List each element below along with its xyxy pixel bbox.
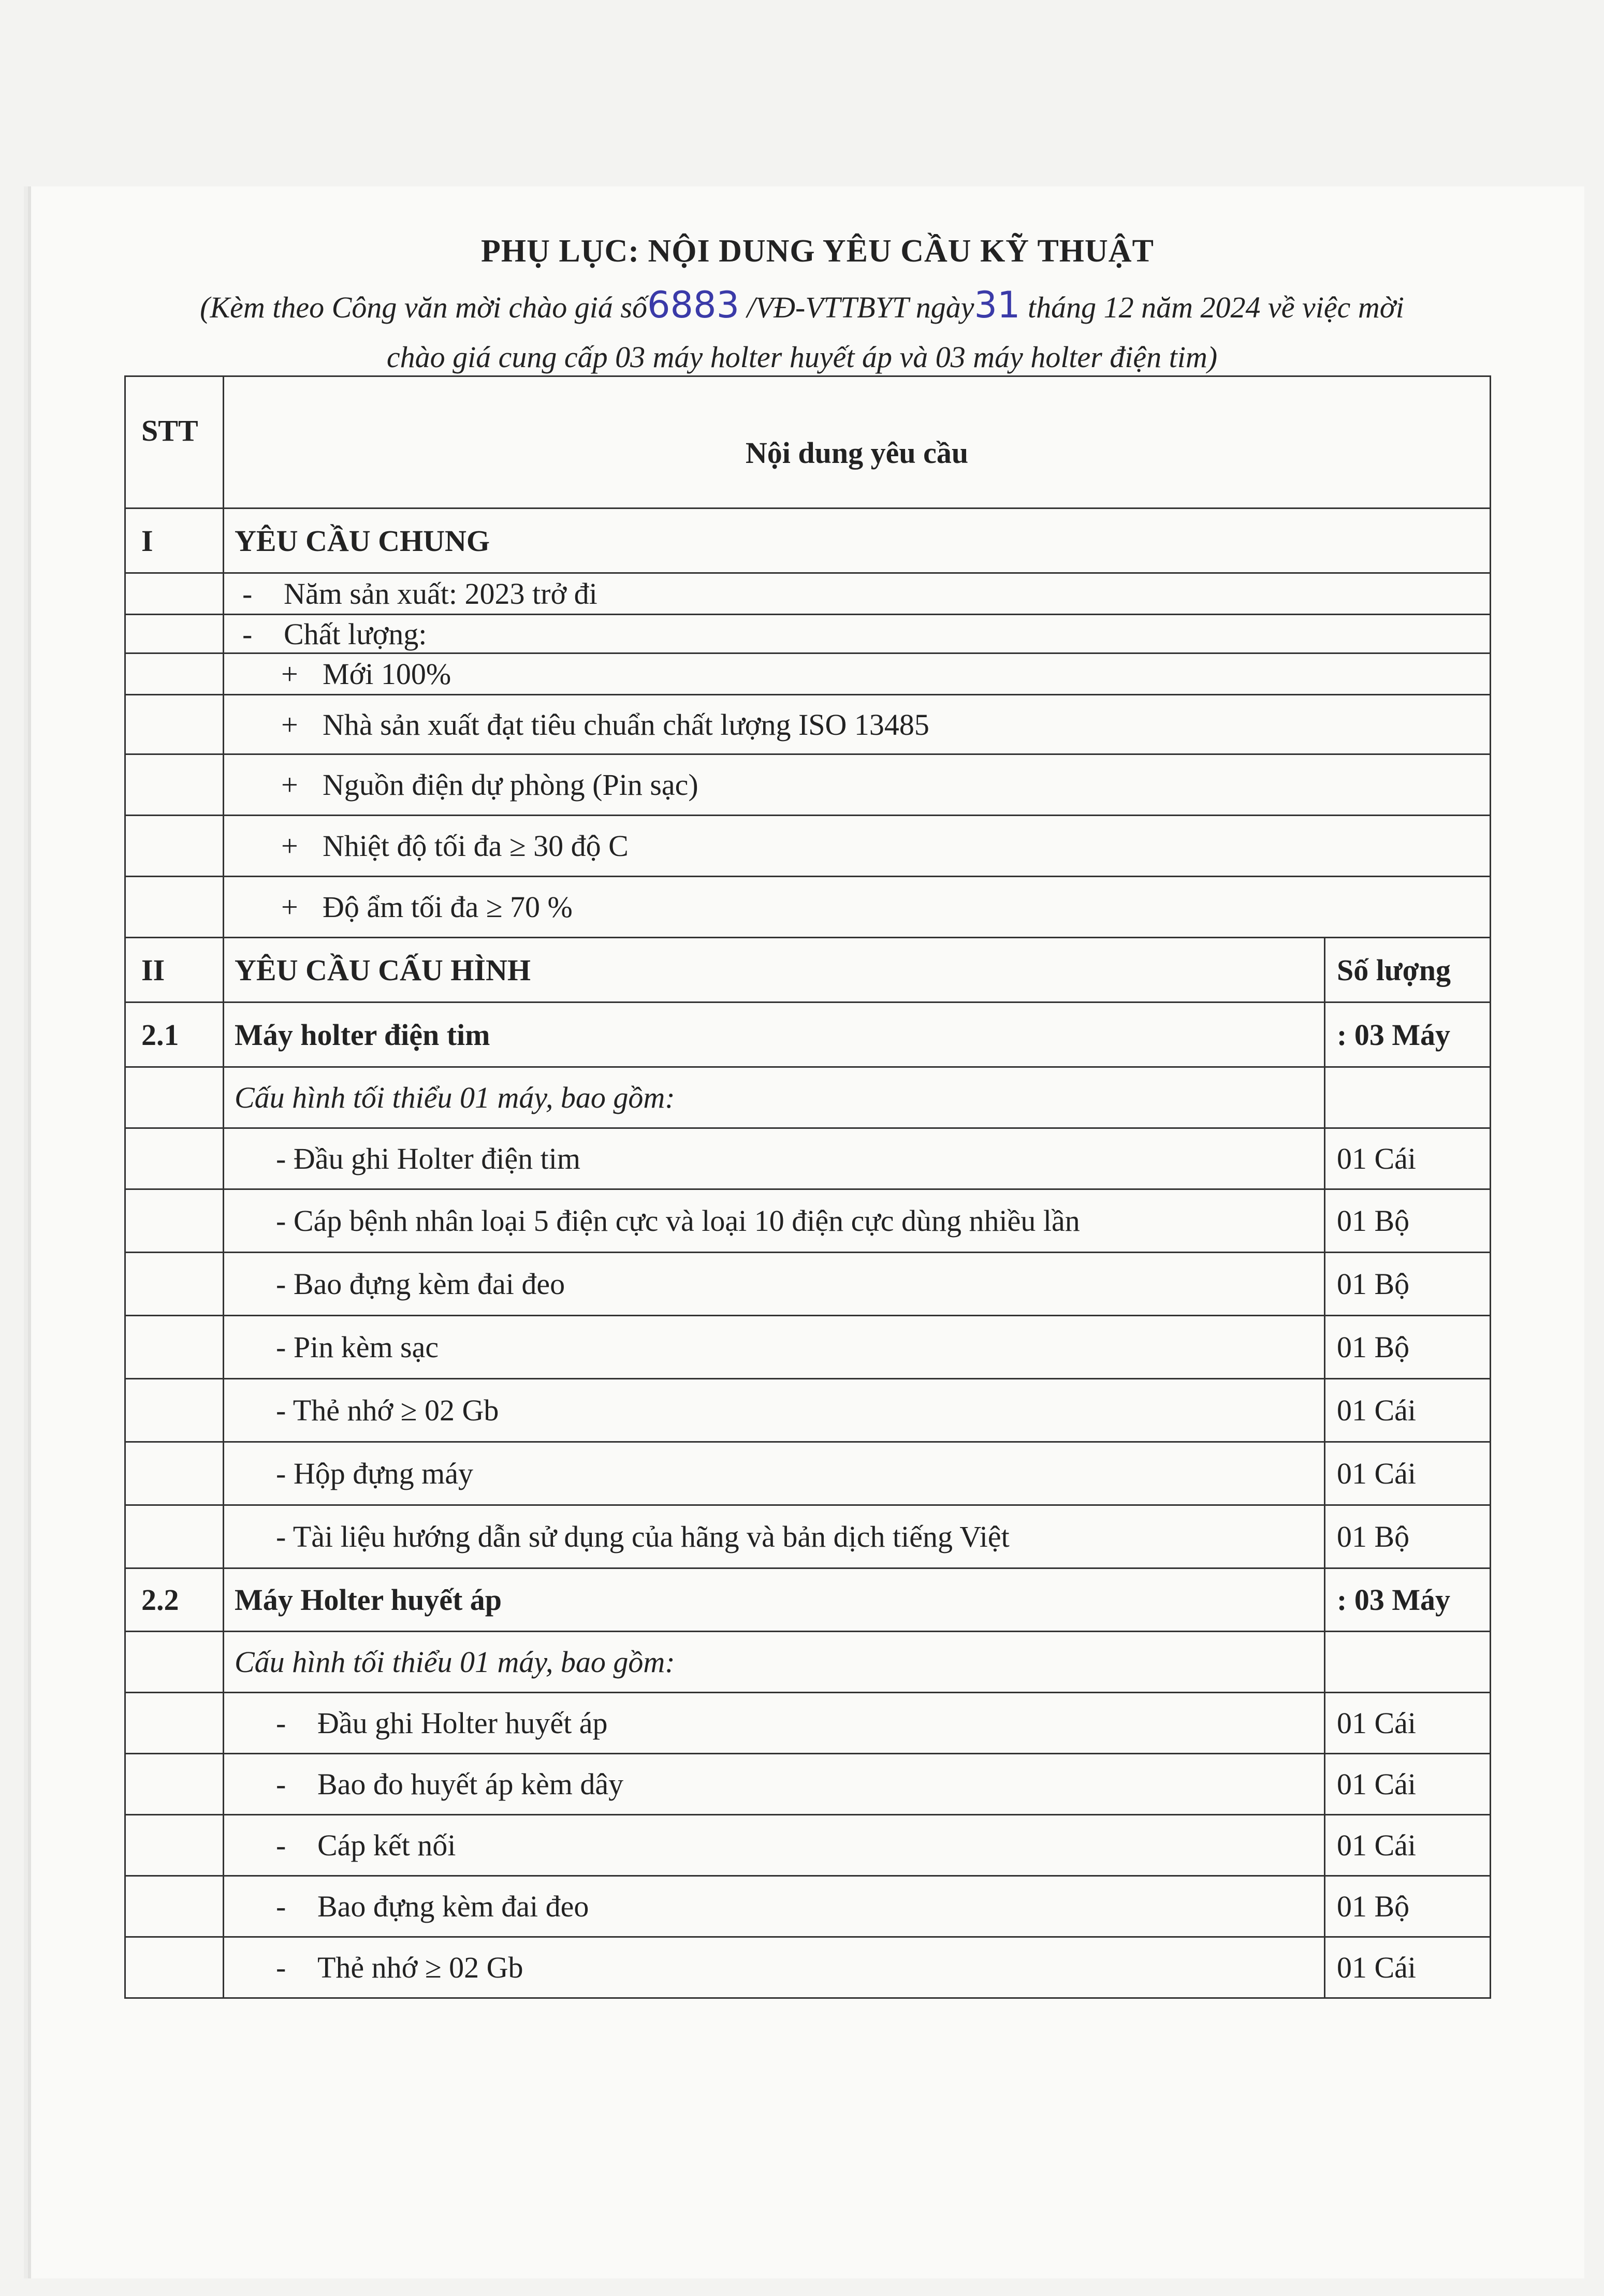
section-title: YÊU CẦU CHUNG bbox=[224, 508, 1491, 573]
empty-stt-cell bbox=[125, 1442, 224, 1505]
empty-stt-cell bbox=[125, 1253, 224, 1316]
requirement-text: Độ ẩm tối đa ≥ 70 % bbox=[323, 890, 573, 924]
table-row bbox=[125, 1815, 1491, 1876]
list-marker: - bbox=[276, 1330, 286, 1364]
item-row bbox=[125, 1002, 1491, 1067]
item-name: Máy holter điện tim bbox=[224, 1002, 1325, 1067]
list-marker: - bbox=[276, 1267, 286, 1301]
list-marker: - bbox=[276, 1890, 286, 1923]
part-cell bbox=[224, 1442, 1325, 1505]
part-quantity: 01 Cái bbox=[1325, 1937, 1491, 1998]
empty-stt-cell bbox=[125, 816, 224, 877]
table-row bbox=[125, 816, 1491, 877]
requirement-cell bbox=[224, 653, 1491, 695]
handwritten-day: 31 bbox=[974, 284, 1020, 326]
table-row bbox=[125, 877, 1491, 938]
subtitle-part-a: (Kèm theo Công văn mời chào giá số bbox=[200, 290, 647, 324]
part-quantity: 01 Cái bbox=[1325, 1442, 1491, 1505]
list-marker: - bbox=[276, 1457, 286, 1490]
header-stt: STT bbox=[125, 376, 224, 508]
item-row bbox=[125, 1568, 1491, 1632]
empty-stt-cell bbox=[125, 695, 224, 754]
part-text: Đầu ghi Holter huyết áp bbox=[317, 1706, 608, 1740]
table-row bbox=[125, 754, 1491, 816]
table-row bbox=[125, 653, 1491, 695]
section-number: I bbox=[125, 508, 224, 573]
config-note: Cấu hình tối thiểu 01 máy, bao gồm: bbox=[224, 1632, 1325, 1693]
config-note-row bbox=[125, 1632, 1491, 1693]
table-row bbox=[125, 1253, 1491, 1316]
section-number: II bbox=[125, 938, 224, 1002]
empty-stt-cell bbox=[125, 615, 224, 653]
part-text: Hộp đựng máy bbox=[293, 1457, 474, 1490]
part-quantity: 01 Bộ bbox=[1325, 1189, 1491, 1253]
empty-stt-cell bbox=[125, 1937, 224, 1998]
part-quantity: 01 Bộ bbox=[1325, 1876, 1491, 1937]
section-title: YÊU CẦU CẤU HÌNH bbox=[224, 938, 1325, 1002]
list-marker: - bbox=[276, 1828, 286, 1862]
part-quantity: 01 Cái bbox=[1325, 1815, 1491, 1876]
document-subtitle bbox=[0, 280, 1604, 382]
document-title: PHỤ LỤC: NỘI DUNG YÊU CẦU KỸ THUẬT bbox=[481, 234, 1154, 269]
part-cell bbox=[224, 1754, 1325, 1815]
list-marker: - bbox=[276, 1393, 286, 1427]
part-quantity: 01 Bộ bbox=[1325, 1505, 1491, 1568]
list-marker: + bbox=[281, 890, 298, 924]
requirement-cell bbox=[224, 695, 1491, 754]
empty-qty-cell bbox=[1325, 1067, 1491, 1128]
empty-stt-cell bbox=[125, 1754, 224, 1815]
part-cell bbox=[224, 1693, 1325, 1754]
requirement-text: Nhiệt độ tối đa ≥ 30 độ C bbox=[323, 829, 629, 863]
requirement-text: Năm sản xuất: 2023 trở đi bbox=[284, 577, 597, 611]
requirement-cell bbox=[224, 573, 1491, 615]
part-text: Cáp kết nối bbox=[317, 1828, 456, 1862]
table-row bbox=[125, 695, 1491, 754]
empty-stt-cell bbox=[125, 877, 224, 938]
handwritten-doc-number: 6883 bbox=[647, 284, 740, 326]
part-cell bbox=[224, 1189, 1325, 1253]
table-row bbox=[125, 1189, 1491, 1253]
part-quantity: 01 Cái bbox=[1325, 1128, 1491, 1189]
list-marker: + bbox=[281, 768, 298, 802]
table-row bbox=[125, 1442, 1491, 1505]
list-marker: + bbox=[281, 657, 298, 691]
list-marker: - bbox=[276, 1951, 286, 1984]
item-quantity: : 03 Máy bbox=[1325, 1002, 1491, 1067]
document-header bbox=[0, 233, 1604, 382]
list-marker: - bbox=[276, 1142, 286, 1175]
empty-stt-cell bbox=[125, 754, 224, 816]
list-marker: - bbox=[276, 1204, 286, 1238]
table-row bbox=[125, 1505, 1491, 1568]
requirement-cell bbox=[224, 816, 1491, 877]
part-text: Pin kèm sạc bbox=[293, 1330, 439, 1364]
empty-stt-cell bbox=[125, 1815, 224, 1876]
table-row bbox=[125, 1693, 1491, 1754]
header-content: Nội dung yêu cầu bbox=[224, 376, 1491, 508]
subtitle-line-2: chào giá cung cấp 03 máy holter huyết áp và 03 máy holter điện tim) bbox=[386, 340, 1218, 374]
part-cell bbox=[224, 1316, 1325, 1379]
quantity-header: Số lượng bbox=[1325, 938, 1491, 1002]
empty-stt-cell bbox=[125, 1693, 224, 1754]
list-marker: - bbox=[276, 1520, 286, 1553]
list-marker: + bbox=[281, 829, 298, 863]
table-row bbox=[125, 615, 1491, 653]
item-number: 2.1 bbox=[125, 1002, 224, 1067]
config-note: Cấu hình tối thiểu 01 máy, bao gồm: bbox=[224, 1067, 1325, 1128]
empty-stt-cell bbox=[125, 653, 224, 695]
requirement-cell bbox=[224, 754, 1491, 816]
part-cell bbox=[224, 1379, 1325, 1442]
empty-stt-cell bbox=[125, 1128, 224, 1189]
config-note-row bbox=[125, 1067, 1491, 1128]
requirement-text: Chất lượng: bbox=[284, 617, 427, 651]
empty-stt-cell bbox=[125, 573, 224, 615]
requirement-text: Nguồn điện dự phòng (Pin sạc) bbox=[323, 768, 698, 802]
subtitle-part-c: tháng 12 năm 2024 về việc mời bbox=[1020, 290, 1404, 324]
empty-stt-cell bbox=[125, 1189, 224, 1253]
part-text: Bao đựng kèm đai đeo bbox=[317, 1890, 589, 1923]
empty-qty-cell bbox=[1325, 1632, 1491, 1693]
part-cell bbox=[224, 1937, 1325, 1998]
list-marker: - bbox=[242, 577, 253, 611]
empty-stt-cell bbox=[125, 1379, 224, 1442]
table-row bbox=[125, 1379, 1491, 1442]
subtitle-part-b: /VĐ-VTTBYT ngày bbox=[739, 290, 974, 324]
empty-stt-cell bbox=[125, 1505, 224, 1568]
part-cell bbox=[224, 1505, 1325, 1568]
table-row bbox=[125, 1128, 1491, 1189]
list-marker: - bbox=[276, 1706, 286, 1740]
table-row bbox=[125, 1316, 1491, 1379]
part-text: Thẻ nhớ ≥ 02 Gb bbox=[317, 1951, 523, 1984]
requirement-text: Nhà sản xuất đạt tiêu chuẩn chất lượng ISO 13485 bbox=[323, 707, 929, 742]
item-quantity: : 03 Máy bbox=[1325, 1568, 1491, 1632]
table-row bbox=[125, 1876, 1491, 1937]
part-quantity: 01 Cái bbox=[1325, 1379, 1491, 1442]
part-cell bbox=[224, 1253, 1325, 1316]
part-quantity: 01 Cái bbox=[1325, 1693, 1491, 1754]
part-quantity: 01 Bộ bbox=[1325, 1316, 1491, 1379]
part-cell bbox=[224, 1128, 1325, 1189]
list-marker: + bbox=[281, 707, 298, 742]
table-row bbox=[125, 573, 1491, 615]
requirement-cell bbox=[224, 877, 1491, 938]
list-marker: - bbox=[276, 1767, 286, 1801]
section-row bbox=[125, 938, 1491, 1002]
list-marker: - bbox=[242, 617, 253, 651]
part-text: Thẻ nhớ ≥ 02 Gb bbox=[293, 1393, 499, 1427]
empty-stt-cell bbox=[125, 1876, 224, 1937]
table-row bbox=[125, 1937, 1491, 1998]
requirement-text: Mới 100% bbox=[323, 657, 451, 691]
empty-stt-cell bbox=[125, 1067, 224, 1128]
part-cell bbox=[224, 1815, 1325, 1876]
part-text: Cáp bệnh nhân loại 5 điện cực và loại 10 điện cực dùng nhiều lần bbox=[293, 1204, 1080, 1238]
requirement-cell bbox=[224, 615, 1491, 653]
part-text: Đầu ghi Holter điện tim bbox=[293, 1142, 580, 1175]
section-row bbox=[125, 508, 1491, 573]
item-name: Máy Holter huyết áp bbox=[224, 1568, 1325, 1632]
table-header-row bbox=[125, 376, 1491, 508]
table-row bbox=[125, 1754, 1491, 1815]
part-cell bbox=[224, 1876, 1325, 1937]
part-quantity: 01 Cái bbox=[1325, 1754, 1491, 1815]
requirements-table bbox=[124, 375, 1491, 1999]
part-text: Tài liệu hướng dẫn sử dụng của hãng và bản dịch tiếng Việt bbox=[293, 1520, 1010, 1553]
empty-stt-cell bbox=[125, 1632, 224, 1693]
part-text: Bao đựng kèm đai đeo bbox=[293, 1267, 565, 1301]
empty-stt-cell bbox=[125, 1316, 224, 1379]
part-text: Bao đo huyết áp kèm dây bbox=[317, 1767, 624, 1801]
part-quantity: 01 Bộ bbox=[1325, 1253, 1491, 1316]
item-number: 2.2 bbox=[125, 1568, 224, 1632]
